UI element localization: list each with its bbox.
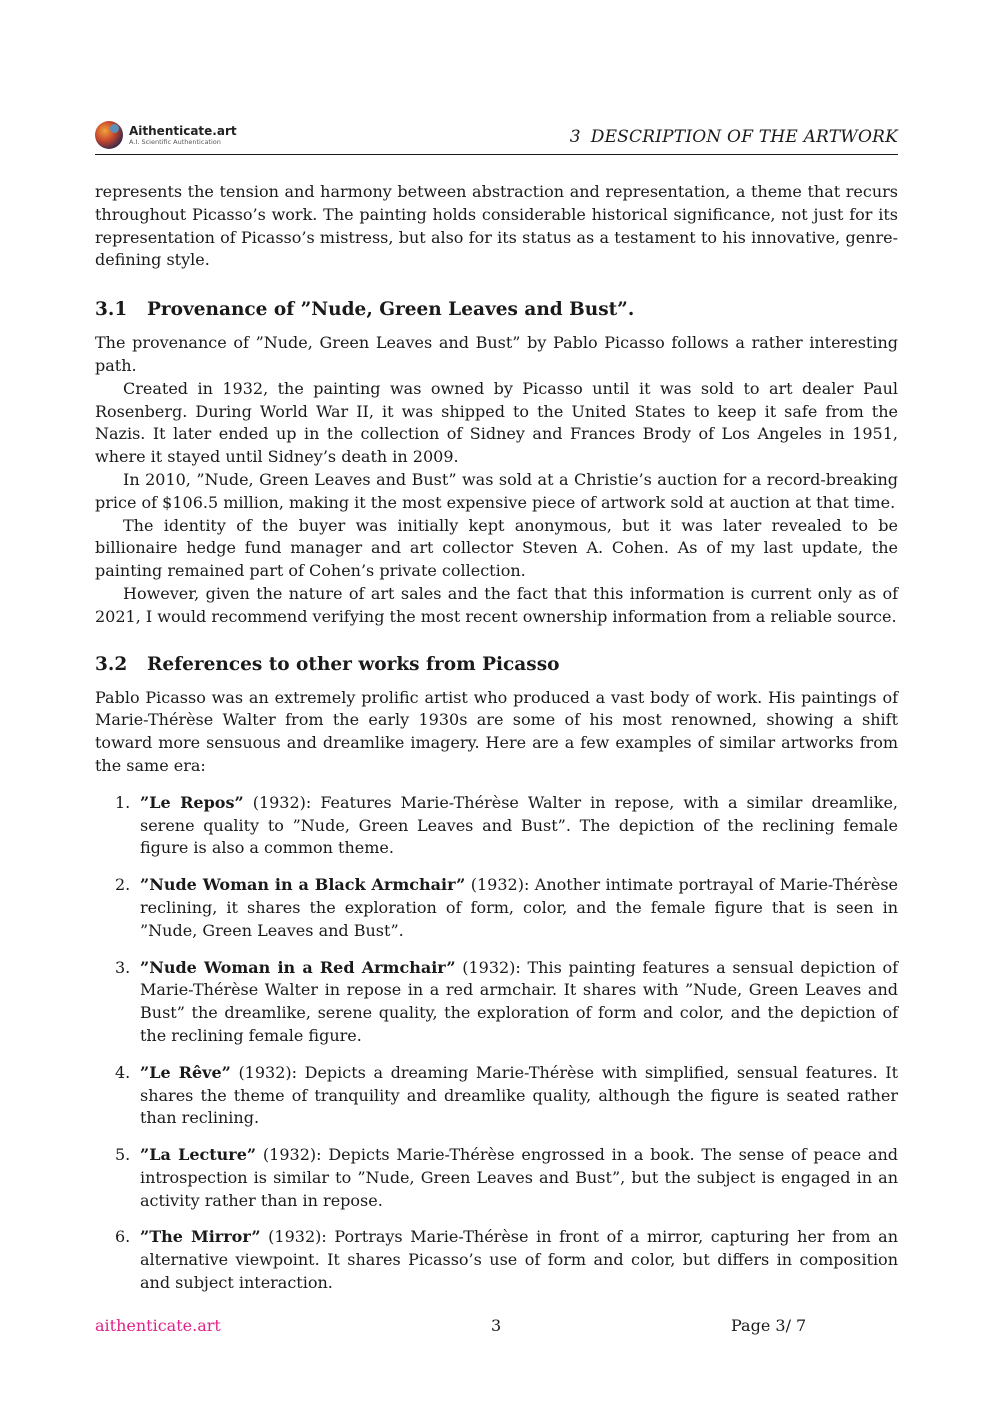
section-number: 3.1 [95,299,128,321]
page-footer [95,1316,898,1338]
list-item [95,957,898,1048]
work-description: (1932): Depicts Marie-Thérèse engrossed in a book. The sense of peace and introspection is similar to ”Nude, Green Leaves and Bust”, but the subject is engaged in an activity rather than in repose. [140,1145,898,1210]
provenance-paragraph: The identity of the buyer was initially kept anonymous, but it was later revealed to be billionaire hedge fund manager and art collector Steven A. Cohen. As of my last update, the painting remained part of Cohen’s private collection. [95,515,898,581]
work-title: ”Le Rêve” [140,1062,231,1082]
section-title: Provenance of ”Nude, Green Leaves and Bust”. [147,299,635,321]
section-title: References to other works from Picasso [147,653,560,675]
website-link[interactable]: aithenticate.art [95,1316,221,1335]
work-title: ”Nude Woman in a Black Armchair” [140,875,466,895]
list-marker: 1. [115,792,131,812]
section-heading-3-2 [95,653,898,677]
provenance-paragraph: Created in 1932, the painting was owned by Picasso until it was sold to art dealer Paul Rosenberg. During World War II, it was shipped to the United States to keep it safe from the Nazis. It later ended up in the collection of Sidney and Frances Brody of Los Angeles in 1951, where it stayed until Sidney’s death in 2009. [95,378,898,467]
list-item [95,874,898,942]
page-header [95,118,898,155]
work-description: (1932): Features Marie-Thérèse Walter in repose, with a similar dreamlike, serene quality to ”Nude, Green Leaves and Bust”. The depiction of the reclining female figure is also a common theme. [140,792,899,858]
works-list [95,792,898,1295]
work-description: (1932): This painting features a sensual depiction of Marie-Thérèse Walter in repose in a red armchair. It shares with ”Nude, Green Leaves and Bust” the dreamlike, serene quality, the exploration of form and color, and the depiction of the reclining female figure. [140,957,899,1045]
references-intro: Pablo Picasso was an extremely prolific artist who produced a vast body of work. His paintings of Marie-Thérèse Walter from the early 1930s are some of his most renowned, showing a shift toward more sensuous and dreamlike imagery. Here are a few examples of similar artworks from the same era: [95,687,898,775]
page-number: 3 [491,1316,502,1335]
document-page [95,0,898,1404]
provenance-paragraph: However, given the nature of art sales and the fact that this information is current only as of 2021, I would recommend verifying the most recent ownership information from a reliable source. [95,583,898,626]
running-head-number: 3 [569,127,581,147]
list-marker: 3. [115,957,131,977]
work-title: ”The Mirror” [140,1227,261,1247]
list-marker: 2. [115,875,131,895]
page-content [95,181,898,1309]
intro-paragraph: represents the tension and harmony between abstraction and representation, a theme that recurs throughout Picasso’s work. The painting holds considerable historical significance, not just for its representation of Picasso’s mistress, but also for its status as a testament to his innovative, genre-defining style. [95,182,898,270]
work-title: ”Le Repos” [140,792,244,812]
logo-tagline: A.I. Scientific Authentication [129,137,221,146]
work-title: ”La Lecture” [140,1145,257,1165]
section-number: 3.2 [95,653,128,675]
list-item [95,1226,898,1294]
list-item [95,792,898,860]
list-item [95,1062,898,1130]
provenance-paragraph: In 2010, ”Nude, Green Leaves and Bust” was sold at a Christie’s auction for a record-breaking price of $106.5 million, making it the most expensive piece of artwork sold at auction at that time. [95,469,898,512]
work-title: ”Nude Woman in a Red Armchair” [140,957,456,977]
running-head [570,127,898,147]
page-counter: Page 3/ 7 [731,1316,807,1335]
provenance-paragraph: The provenance of ”Nude, Green Leaves and Bust” by Pablo Picasso follows a rather interesting path. [95,333,898,375]
list-marker: 6. [115,1227,131,1247]
logo-icon [95,121,123,149]
list-marker: 5. [115,1145,131,1165]
running-head-title: DESCRIPTION OF THE ARTWORK [590,127,898,147]
work-description: (1932): Another intimate portrayal of Marie-Thérèse reclining, it shares the exploration of form, color, and the female figure that is seen in ”Nude, Green Leaves and Bust”. [140,875,899,940]
work-description: (1932): Depicts a dreaming Marie-Thérèse with simplified, sensual features. It shares the theme of tranquility and dreamlike quality, although the figure is seated rather than reclining. [140,1062,898,1128]
logo-text [129,125,237,146]
logo-name: Aithenticate.art [129,123,237,138]
list-marker: 4. [115,1062,131,1082]
work-description: (1932): Portrays Marie-Thérèse in front of a mirror, capturing her from an alternative viewpoint. It shares Picasso’s use of form and color, but differs in composition and subject interaction. [140,1227,899,1293]
section-heading-3-1 [95,298,898,322]
brand-logo [95,120,237,150]
list-item [95,1144,898,1212]
